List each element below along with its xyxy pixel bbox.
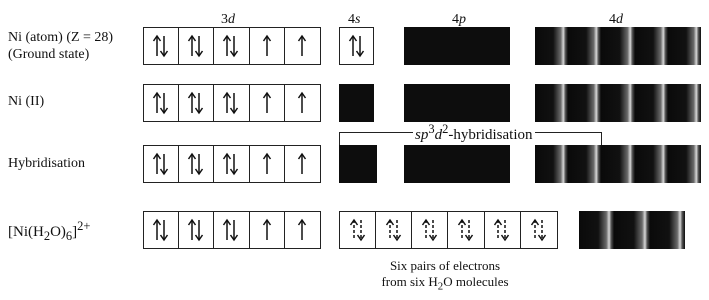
orbital-3d-2: [179, 146, 214, 182]
orbital-3d-1: [144, 85, 179, 121]
spin-pair-arrows-icon: [187, 151, 205, 177]
header-4p: 4p: [452, 12, 466, 27]
orbital-3d-2: [179, 28, 214, 64]
hybrid-orbital-4: [449, 212, 485, 248]
row-label-hybridisation: Hybridisation: [8, 156, 85, 171]
spin-up-arrow-icon: [293, 90, 311, 116]
spin-up-arrow-icon: [293, 217, 311, 243]
orbital-3d-2: [179, 85, 214, 121]
row1-3d-orbitals: [143, 27, 321, 65]
row3-4s-empty-orbital: [339, 145, 377, 183]
orbital-3d-3: [214, 28, 249, 64]
orbital-3d-3: [214, 146, 249, 182]
hybrid-orbital-2: [376, 212, 412, 248]
row-label-complex: $[Ni(H_2O)_6]^{2+}$: [8, 219, 91, 243]
row2-4p-empty-orbitals: [404, 84, 510, 122]
orbital-4s-1: [340, 28, 373, 64]
spin-pair-arrows-icon: [493, 217, 511, 243]
hybridisation-label: $sp^3d^2$-hybridisation: [415, 122, 533, 143]
row1-4s-orbital: [339, 27, 374, 65]
header-4s: 4s: [348, 12, 361, 27]
spin-pair-arrows-icon: [152, 217, 170, 243]
row4-3d-orbitals: [143, 211, 321, 249]
row1-4p-empty-orbitals: [404, 27, 510, 65]
spin-up-arrow-icon: [258, 151, 276, 177]
spin-up-arrow-icon: [258, 217, 276, 243]
orbital-3d-4: [250, 85, 285, 121]
row4-sp3d2-hybrid-orbitals: [339, 211, 558, 249]
row2-3d-orbitals: [143, 84, 321, 122]
orbital-3d-5: [285, 212, 320, 248]
spin-pair-arrows-icon: [348, 33, 366, 59]
spin-up-arrow-icon: [258, 33, 276, 59]
spin-pair-arrows-icon: [421, 217, 439, 243]
spin-pair-arrows-icon: [222, 90, 240, 116]
spin-up-arrow-icon: [293, 33, 311, 59]
row2-4s-empty-orbital: [339, 84, 374, 122]
spin-up-arrow-icon: [258, 90, 276, 116]
spin-up-arrow-icon: [293, 151, 311, 177]
spin-pair-arrows-icon: [222, 151, 240, 177]
header-3d: 3d: [221, 12, 235, 27]
row-label-ni-atom: Ni (atom) (Z = 28) (Ground state): [8, 30, 114, 62]
row3-4d-empty-orbitals: [535, 145, 701, 183]
spin-pair-arrows-icon: [222, 217, 240, 243]
spin-pair-arrows-icon: [530, 217, 548, 243]
row-label-ni-ii: Ni (II): [8, 94, 45, 109]
row1-4d-empty-orbitals: [535, 27, 701, 65]
orbital-3d-5: [285, 28, 320, 64]
row4-4d-empty-orbitals: [579, 211, 685, 249]
orbital-3d-1: [144, 212, 179, 248]
row2-4d-empty-orbitals: [535, 84, 701, 122]
hybrid-orbital-3: [412, 212, 448, 248]
orbital-3d-4: [250, 28, 285, 64]
orbital-3d-4: [250, 212, 285, 248]
spin-pair-arrows-icon: [385, 217, 403, 243]
orbital-3d-1: [144, 146, 179, 182]
spin-pair-arrows-icon: [349, 217, 367, 243]
header-4d: 4d: [609, 12, 623, 27]
spin-pair-arrows-icon: [187, 33, 205, 59]
spin-pair-arrows-icon: [222, 33, 240, 59]
spin-pair-arrows-icon: [457, 217, 475, 243]
spin-pair-arrows-icon: [152, 90, 170, 116]
orbital-3d-5: [285, 146, 320, 182]
hybrid-orbital-5: [485, 212, 521, 248]
orbital-3d-4: [250, 146, 285, 182]
spin-pair-arrows-icon: [187, 90, 205, 116]
orbital-3d-3: [214, 212, 249, 248]
row3-4p-empty-orbitals: [404, 145, 510, 183]
hybrid-orbital-1: [340, 212, 376, 248]
orbital-3d-1: [144, 28, 179, 64]
hybrid-orbital-6: [521, 212, 557, 248]
row3-3d-orbitals: [143, 145, 321, 183]
spin-pair-arrows-icon: [187, 217, 205, 243]
footnote-ligand-pairs: Six pairs of electrons from six $H_2O$ molecules: [381, 258, 509, 293]
orbital-3d-3: [214, 85, 249, 121]
spin-pair-arrows-icon: [152, 33, 170, 59]
spin-pair-arrows-icon: [152, 151, 170, 177]
orbital-3d-5: [285, 85, 320, 121]
orbital-3d-2: [179, 212, 214, 248]
